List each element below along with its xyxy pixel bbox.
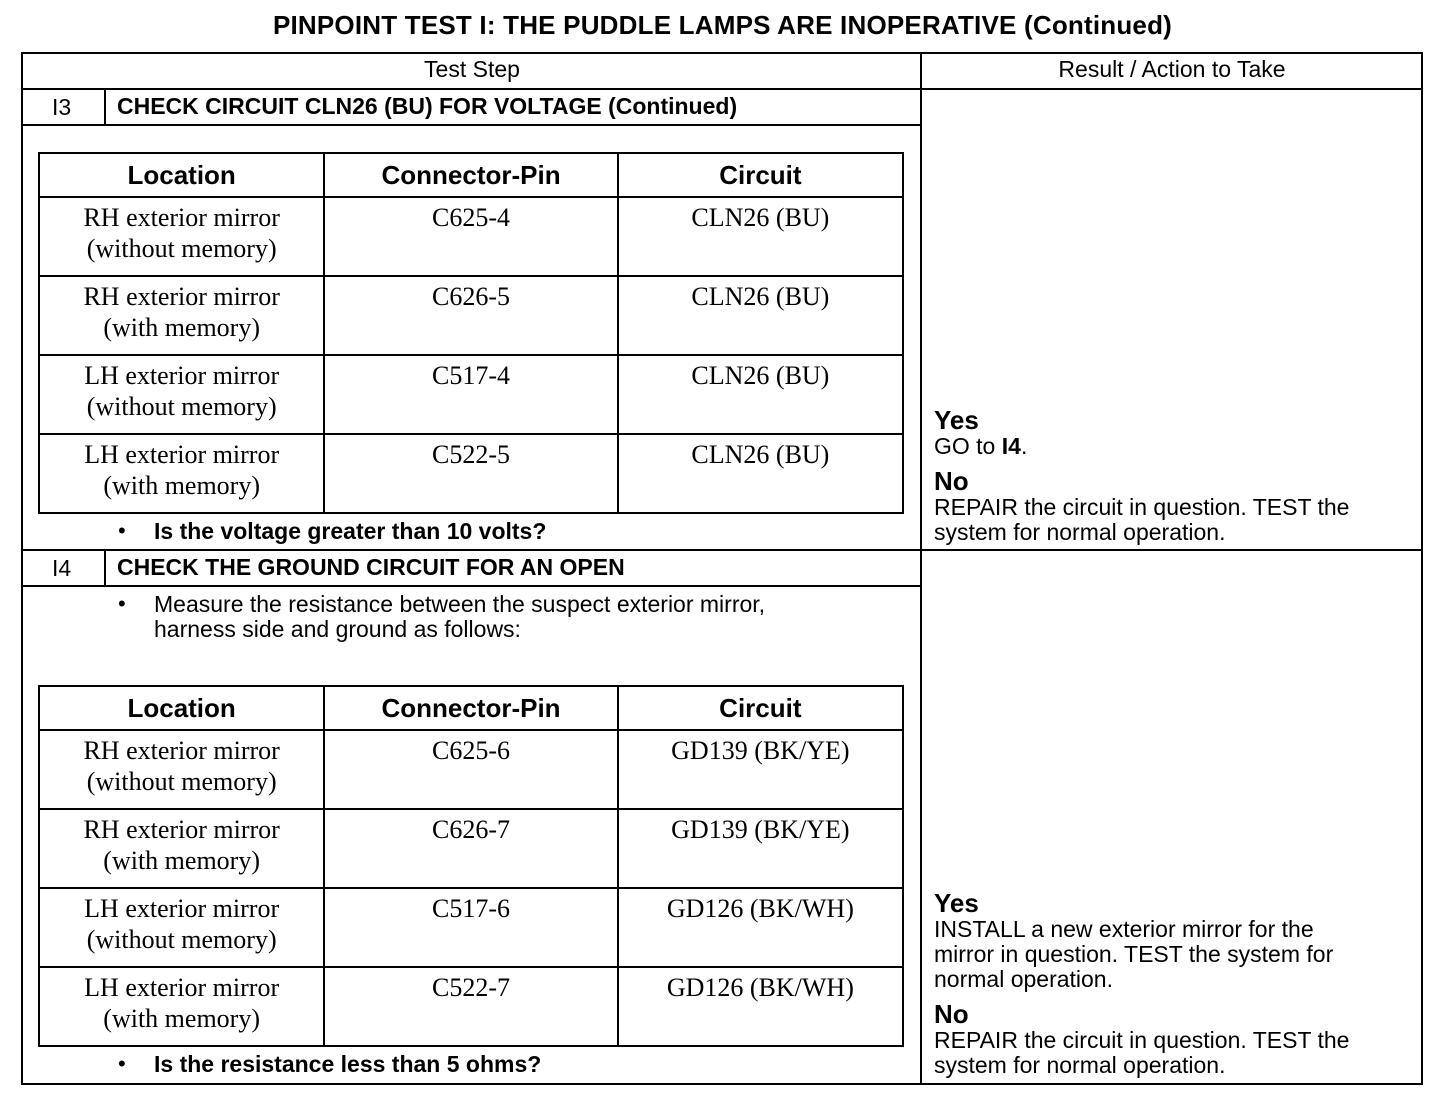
no-text: system for normal operation. <box>934 519 1226 545</box>
cell-circuit: CLN26 (BU) <box>618 276 903 355</box>
bullet-dot: • <box>118 1051 126 1076</box>
yes-text: INSTALL a new exterior mirror for the <box>934 916 1314 942</box>
cell-circuit: CLN26 (BU) <box>618 434 903 513</box>
location-qualifier: (without memory) <box>86 925 277 954</box>
bullet-dot: • <box>118 591 126 616</box>
table-row <box>39 888 903 967</box>
table-row <box>39 197 903 276</box>
cell-connector-pin: C522-5 <box>324 434 617 513</box>
no-text: system for normal operation. <box>934 1052 1226 1078</box>
step-title-underline <box>21 585 921 587</box>
cell-connector-pin: C517-4 <box>324 355 617 434</box>
location-qualifier: (with memory) <box>103 313 260 342</box>
result-i4 <box>934 889 1349 1078</box>
yes-step-ref: I4 <box>1001 433 1021 459</box>
location-line: RH exterior mirror <box>83 736 280 765</box>
step-id-divider <box>104 88 106 125</box>
col-header-circuit: Circuit <box>618 153 903 197</box>
location-qualifier: (without memory) <box>86 234 277 263</box>
cell-location <box>39 967 324 1046</box>
location-line: LH exterior mirror <box>84 894 280 923</box>
bullet-dot: • <box>118 518 126 543</box>
cell-location <box>39 355 324 434</box>
col-header-connector-pin: Connector-Pin <box>324 153 617 197</box>
cell-connector-pin: C626-5 <box>324 276 617 355</box>
step-title-i4: CHECK THE GROUND CIRCUIT FOR AN OPEN <box>117 554 625 580</box>
no-label: No <box>934 999 969 1029</box>
yes-text: normal operation. <box>934 966 1113 992</box>
step-id-i4: I4 <box>52 555 72 581</box>
location-qualifier: (without memory) <box>86 392 277 421</box>
table-header-row <box>39 153 903 197</box>
col-header-location: Location <box>39 153 324 197</box>
location-line: LH exterior mirror <box>84 973 280 1002</box>
table-row <box>39 967 903 1046</box>
location-qualifier: (with memory) <box>103 471 260 500</box>
table-row <box>39 730 903 809</box>
cell-location <box>39 809 324 888</box>
step-divider <box>21 549 1423 551</box>
cell-circuit: GD126 (BK/WH) <box>618 967 903 1046</box>
yes-label: Yes <box>934 888 979 918</box>
question-i4: Is the resistance less than 5 ohms? <box>154 1051 542 1077</box>
cell-circuit: CLN26 (BU) <box>618 197 903 276</box>
table-header-row <box>39 686 903 730</box>
header-test-step: Test Step <box>424 56 520 82</box>
voltage-table <box>38 152 904 514</box>
step-title-underline <box>21 124 921 126</box>
location-qualifier: (without memory) <box>86 767 277 796</box>
location-qualifier: (with memory) <box>103 846 260 875</box>
cell-circuit: GD139 (BK/YE) <box>618 809 903 888</box>
question-i3: Is the voltage greater than 10 volts? <box>154 518 547 544</box>
col-header-circuit: Circuit <box>618 686 903 730</box>
instruction-line: Measure the resistance between the suspect exterior mirror, <box>154 591 766 617</box>
location-qualifier: (with memory) <box>103 1004 260 1033</box>
no-label: No <box>934 466 969 496</box>
table-row <box>39 355 903 434</box>
cell-circuit: CLN26 (BU) <box>618 355 903 434</box>
col-header-location: Location <box>39 686 324 730</box>
header-divider <box>21 88 1423 90</box>
yes-text-suffix: . <box>1020 433 1028 459</box>
cell-location <box>39 197 324 276</box>
step-title-i3: CHECK CIRCUIT CLN26 (BU) FOR VOLTAGE (Continued) <box>117 93 738 119</box>
location-line: LH exterior mirror <box>84 361 280 390</box>
yes-label: Yes <box>934 405 979 435</box>
location-line: RH exterior mirror <box>83 282 280 311</box>
table-row <box>39 809 903 888</box>
instruction-i4 <box>154 592 765 642</box>
step-id-divider <box>104 549 106 586</box>
cell-circuit: GD139 (BK/YE) <box>618 730 903 809</box>
resistance-table <box>38 685 904 1047</box>
cell-connector-pin: C522-7 <box>324 967 617 1046</box>
instruction-line: harness side and ground as follows: <box>154 616 521 642</box>
no-text: REPAIR the circuit in question. TEST the <box>934 494 1350 520</box>
header-result: Result / Action to Take <box>1058 56 1286 82</box>
step-id-i3: I3 <box>52 94 72 120</box>
location-line: RH exterior mirror <box>83 815 280 844</box>
location-line: RH exterior mirror <box>83 203 280 232</box>
result-i3 <box>934 406 1349 545</box>
cell-location <box>39 888 324 967</box>
cell-circuit: GD126 (BK/WH) <box>618 888 903 967</box>
cell-location <box>39 434 324 513</box>
no-text: REPAIR the circuit in question. TEST the <box>934 1027 1350 1053</box>
col-header-connector-pin: Connector-Pin <box>324 686 617 730</box>
table-row <box>39 434 903 513</box>
table-row <box>39 276 903 355</box>
cell-connector-pin: C626-7 <box>324 809 617 888</box>
cell-connector-pin: C517-6 <box>324 888 617 967</box>
column-divider <box>920 52 922 1085</box>
location-line: LH exterior mirror <box>84 440 280 469</box>
cell-connector-pin: C625-6 <box>324 730 617 809</box>
yes-text-prefix: GO to <box>934 433 1002 459</box>
cell-location <box>39 730 324 809</box>
cell-connector-pin: C625-4 <box>324 197 617 276</box>
cell-location <box>39 276 324 355</box>
yes-text: mirror in question. TEST the system for <box>934 941 1334 967</box>
page-title: PINPOINT TEST I: THE PUDDLE LAMPS ARE INOPERATIVE (Continued) <box>272 10 1173 40</box>
